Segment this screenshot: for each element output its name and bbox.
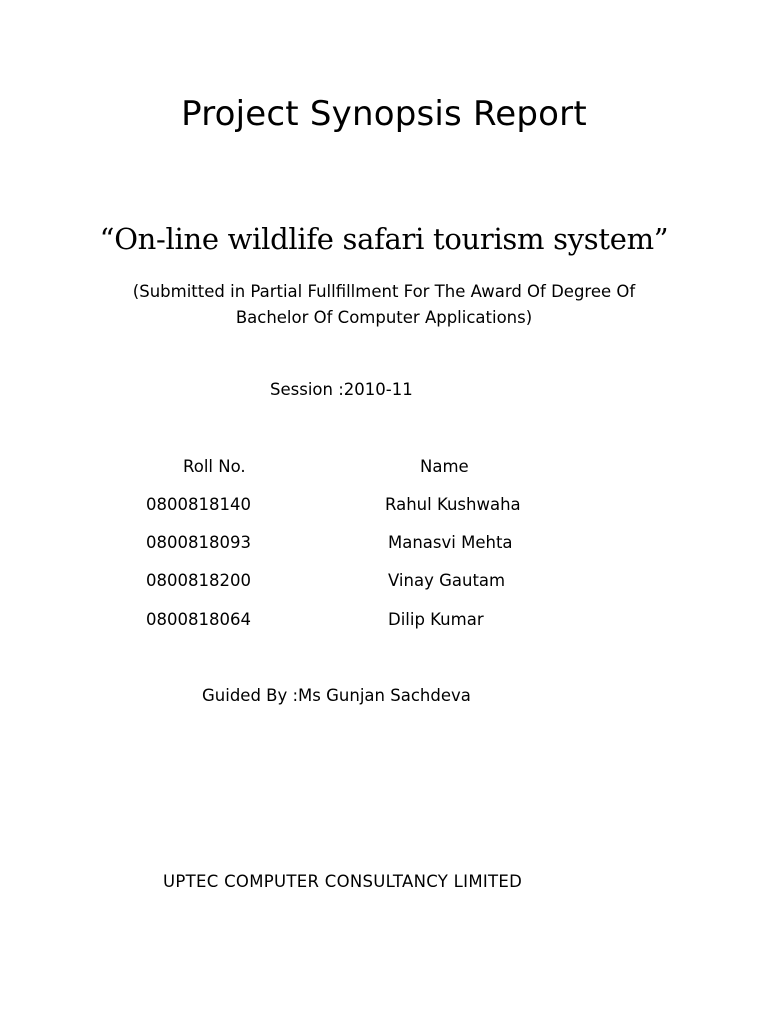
submission-line-1: (Submitted in Partial Fullfillment For The Award Of Degree Of [132,282,636,301]
session-label: Session :2010-11 [270,380,413,399]
member-roll: 0800818093 [146,533,251,552]
submission-line-2: Bachelor Of Computer Applications) [235,308,533,327]
guide-label: Guided By :Ms Gunjan Sachdeva [202,686,471,705]
member-name: Rahul Kushwaha [385,495,521,514]
roll-no-header: Roll No. [183,457,246,476]
member-name: Manasvi Mehta [388,533,513,552]
member-name: Vinay Gautam [388,571,506,590]
company-name: UPTEC COMPUTER CONSULTANCY LIMITED [163,872,523,891]
member-roll: 0800818064 [146,610,251,629]
submission-statement [0,279,768,331]
project-name: “On-line wildlife safari tourism system” [99,222,669,256]
member-roll: 0800818200 [146,571,251,590]
document-title: Project Synopsis Report [181,94,587,134]
member-roll: 0800818140 [146,495,251,514]
member-name: Dilip Kumar [388,610,484,629]
name-header: Name [420,457,469,476]
